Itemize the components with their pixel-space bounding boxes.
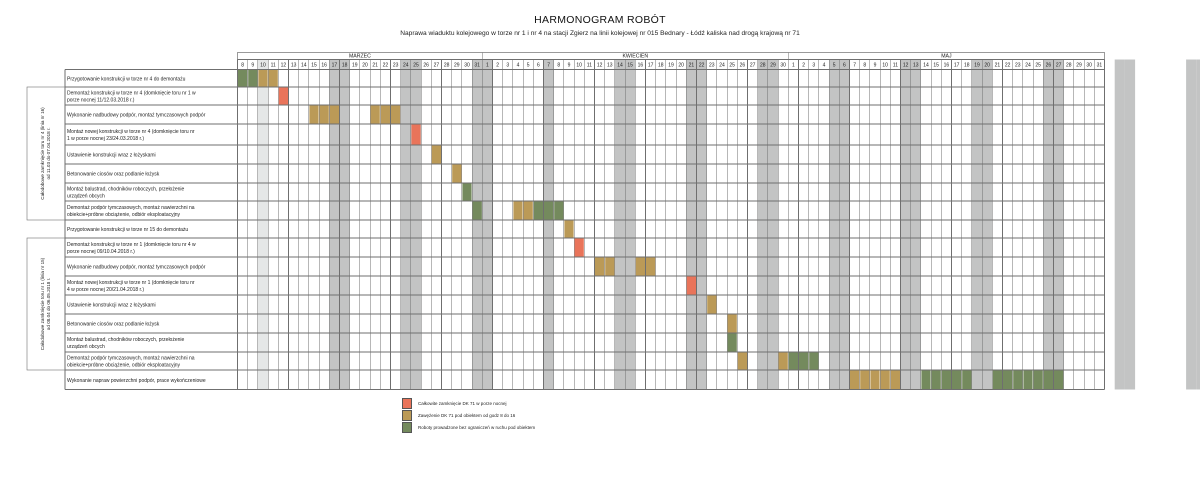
task-bar [942, 371, 951, 390]
task-bar [330, 106, 339, 124]
task-bar [462, 184, 471, 201]
day-number: 10 [576, 62, 582, 69]
legend-item-green [402, 422, 535, 433]
day-number: 7 [853, 62, 856, 69]
task-bar [309, 106, 318, 124]
task-label [67, 337, 185, 350]
group-label [40, 107, 51, 200]
day-number: 3 [506, 62, 510, 69]
day-number: 16 [943, 62, 950, 69]
task-label [67, 186, 185, 199]
day-number: 22 [1004, 62, 1011, 69]
task-bar [1013, 371, 1022, 390]
day-number: 15 [311, 62, 317, 69]
day-number: 8 [241, 62, 244, 69]
task-bar [595, 258, 604, 276]
day-number: 15 [627, 62, 633, 69]
day-number: 9 [251, 62, 255, 69]
weekend-column [615, 60, 625, 390]
day-number: 18 [964, 62, 970, 69]
task-label-line: Montaż balustrad, chodników roboczych, przełożenie [67, 186, 185, 193]
day-number: 2 [802, 62, 805, 69]
day-number: 3 [812, 62, 816, 69]
weekend-column [758, 60, 768, 390]
task-label-line: Przygotowanie konstrukcji w torze nr 4 do demontażu [67, 76, 186, 83]
legend-swatch-red [402, 398, 412, 409]
day-number: 28 [1066, 62, 1072, 69]
day-number: 29 [770, 62, 776, 69]
task-bar [1044, 371, 1053, 390]
task-bar [789, 353, 798, 370]
task-bar [738, 353, 747, 370]
task-bar [238, 70, 247, 87]
task-bar [646, 258, 655, 276]
task-label [67, 172, 160, 178]
task-bar [809, 353, 818, 370]
task-label [67, 242, 196, 255]
day-number: 5 [526, 62, 530, 69]
weekend-column [1115, 60, 1125, 390]
day-number: 24 [1025, 62, 1031, 69]
weekend-column [340, 60, 350, 390]
group-label-line: Całodobowe zamknięcie toru nr 1 (linia nr 15) [40, 257, 45, 351]
task-label-line: obiekcie+próbne obciążenie, odbiór eksploatacyjny [67, 212, 180, 219]
day-number: 1 [486, 62, 489, 69]
day-number: 8 [557, 62, 561, 69]
task-bar [881, 371, 890, 390]
legend-label-green: Roboty prowadzone bez ograniczeń w ruchu pod obiektem [418, 425, 536, 430]
task-label-line: obiekcie+próbne obciążenie, odbiór eksploatacyjny [67, 362, 180, 369]
task-bar [779, 353, 788, 370]
day-number: 23 [1015, 62, 1021, 69]
month-label: KWIECIEŃ [622, 53, 649, 60]
task-bar [513, 202, 522, 220]
task-label-line: Ustawienie konstrukcji wraz z łożyskami [67, 152, 156, 159]
task-label-line: Przygotowanie konstrukcji w torze nr 15 do demontażu [67, 227, 189, 233]
day-number: 21 [372, 62, 378, 69]
task-label [67, 322, 160, 328]
day-number: 23 [392, 62, 399, 69]
task-label [67, 280, 195, 293]
task-bar [707, 296, 716, 314]
task-bar [452, 165, 461, 183]
task-label-line: Montaż nowej konstrukcji w torze nr 4 (domknięcie toru nr [67, 128, 195, 135]
weekend-column [911, 60, 921, 390]
day-number: 8 [863, 62, 867, 69]
day-number: 9 [873, 62, 877, 69]
task-bar [605, 258, 614, 276]
day-number: 30 [464, 62, 470, 69]
task-label-line: Betonowanie ciosów oraz podlanie łożysk [67, 171, 160, 178]
task-label-line: urządzeń obcych [67, 344, 105, 351]
day-number: 10 [882, 62, 888, 69]
day-number: 4 [516, 62, 520, 69]
day-number: 17 [953, 62, 960, 69]
task-bar [860, 371, 869, 390]
task-bar [921, 371, 930, 390]
day-number: 1 [792, 62, 795, 69]
task-bar [258, 70, 267, 87]
day-number: 29 [1076, 62, 1082, 69]
day-number: 22 [698, 62, 705, 69]
weekend-column [982, 60, 992, 390]
task-label-line: Wykonanie nadbudowy podpór, montaż tymczasowych podpór [67, 112, 206, 119]
task-label-line: Betonowanie ciosów oraz podlanie łożysk [67, 321, 160, 328]
day-number: 19 [668, 62, 674, 69]
task-label [67, 265, 206, 271]
task-label [67, 378, 206, 384]
day-number: 30 [780, 62, 786, 69]
task-bar [799, 353, 808, 370]
task-bar [1034, 371, 1043, 390]
task-label-line: Ustawienie konstrukcji wraz z łożyskami [67, 302, 156, 309]
day-number: 28 [443, 62, 450, 69]
task-bar [411, 125, 420, 145]
task-bar [728, 315, 737, 333]
task-label [67, 90, 196, 103]
legend-item-red [402, 398, 507, 409]
legend-label-yellow: Zawężenie DK 71 pod obiektem od godz 8 do 16 [418, 413, 516, 418]
day-number: 31 [1096, 62, 1103, 69]
task-bar [870, 371, 879, 390]
day-number: 12 [902, 62, 909, 69]
day-number: 24 [719, 62, 725, 69]
task-bar [371, 106, 380, 124]
day-number: 19 [352, 62, 358, 69]
day-number: 27 [433, 62, 440, 69]
day-number: 17 [647, 62, 654, 69]
task-label-line: Demontaż podpór tymczasowych, montaż nawierzchni na [67, 355, 195, 362]
task-label [67, 153, 156, 159]
task-bar [1054, 371, 1063, 390]
day-number: 12 [280, 62, 287, 69]
day-number: 26 [423, 62, 429, 69]
weekend-column [972, 60, 982, 390]
day-number: 20 [362, 62, 368, 69]
group-label-line: od 11.03 do 07.04.2018 r. [46, 127, 51, 180]
day-number: 22 [382, 62, 389, 69]
task-bar [993, 371, 1002, 390]
day-number: 20 [984, 62, 990, 69]
day-number: 25 [413, 62, 419, 69]
weekend-column [544, 60, 554, 390]
day-number: 21 [688, 62, 695, 69]
day-number: 18 [341, 62, 348, 69]
task-bar [850, 371, 859, 390]
day-number: 14 [617, 62, 623, 69]
task-label [67, 129, 195, 142]
task-bar [554, 202, 563, 220]
task-bar [544, 202, 553, 220]
day-number: 24 [403, 62, 409, 69]
task-bar [575, 239, 584, 257]
weekend-column [1186, 60, 1196, 390]
task-bar [891, 371, 900, 390]
task-label-line: Montaż nowej konstrukcji w torze nr 1 (domknięcie toru nr [67, 279, 195, 286]
day-number: 13 [290, 62, 297, 69]
day-number: 30 [1086, 62, 1092, 69]
page-title: HARMONOGRAM ROBÓT [534, 14, 666, 26]
day-number: 13 [913, 62, 919, 69]
day-number: 14 [923, 62, 929, 69]
weekend-column [901, 60, 911, 390]
weekend-column [829, 60, 839, 390]
task-bar [524, 202, 533, 220]
task-bar [1023, 371, 1032, 390]
day-number: 26 [739, 62, 746, 69]
day-number: 28 [760, 62, 766, 69]
day-number: 6 [843, 62, 846, 69]
task-bar [391, 106, 400, 124]
day-number: 25 [1035, 62, 1041, 69]
weekend-column [1125, 60, 1135, 390]
legend-item-yellow [402, 410, 515, 421]
weekend-column [768, 60, 778, 390]
task-bar [534, 202, 543, 220]
day-number: 14 [301, 62, 307, 69]
day-number: 31 [474, 62, 480, 69]
task-bar [279, 88, 288, 105]
task-bar [952, 371, 961, 390]
task-label-line: porze nocnej 09/10.04.2018 r.) [67, 249, 135, 256]
day-number: 29 [454, 62, 460, 69]
task-label [67, 355, 195, 368]
task-label-line: 1 w porze nocnej 23/24.03.2018 r.) [67, 136, 144, 143]
day-number: 17 [331, 62, 338, 69]
task-bar [320, 106, 329, 124]
weekend-column [1054, 60, 1064, 390]
weekend-column [482, 60, 492, 390]
day-number: 21 [994, 62, 1001, 69]
task-label-line: Demontaż konstrukcji w torze nr 4 (domknięcie toru nr 1 w [67, 90, 196, 97]
task-label [67, 76, 186, 82]
group-label-line: Całodobowe zamknięcie toru nr 4 (linia nr 16) [40, 107, 45, 200]
task-bar [269, 70, 278, 87]
task-bar [473, 202, 482, 220]
day-number: 12 [596, 62, 603, 69]
day-number: 2 [496, 62, 499, 69]
task-label [67, 205, 195, 218]
day-number: 25 [729, 62, 735, 69]
day-number: 27 [1055, 62, 1062, 69]
day-number: 16 [321, 62, 327, 69]
weekend-column [697, 60, 707, 390]
legend-swatch-yellow [402, 410, 412, 421]
task-label-line: Montaż balustrad, chodników roboczych, przełożenie [67, 336, 185, 343]
task-bar [381, 106, 390, 124]
day-number: 16 [637, 62, 644, 69]
group-label [40, 257, 51, 350]
day-number: 23 [709, 62, 715, 69]
task-label-line: Demontaż podpór tymczasowych, montaż nawierzchni na [67, 204, 195, 211]
day-number: 4 [822, 62, 826, 69]
day-number: 18 [658, 62, 664, 69]
day-number: 7 [547, 62, 550, 69]
task-label [67, 113, 206, 119]
month-label: MAJ [941, 53, 952, 60]
day-number: 10 [260, 62, 266, 69]
day-number: 27 [749, 62, 756, 69]
day-number: 5 [832, 62, 836, 69]
task-bar [432, 146, 441, 164]
day-number: 11 [270, 62, 276, 69]
day-number: 26 [1045, 62, 1052, 69]
page-subtitle: Naprawa wiaduktu kolejowego w torze nr 1 i nr 4 na stacji Zgierz na linii kolejowej nr 015 Bednary - Łódź kaliska nad drogą krajową nr 71 [400, 30, 800, 37]
day-number: 13 [607, 62, 613, 69]
group-label-line: od 08.04 do 06.05.2018 r. [46, 277, 51, 331]
day-number: 11 [586, 62, 593, 69]
task-bar [728, 334, 737, 352]
day-number: 11 [892, 62, 899, 69]
task-label [67, 227, 188, 233]
task-label [67, 303, 156, 309]
light-column [258, 60, 268, 390]
day-number: 6 [537, 62, 540, 69]
legend-label-red: Całkowite zamknięcie DK 71 w porze nocnej [418, 401, 507, 406]
task-bar [636, 258, 645, 276]
legend-swatch-green [402, 422, 412, 433]
day-number: 15 [933, 62, 939, 69]
task-label-line: Wykonanie nadbudowy podpór, montaż tymczasowych podpór [67, 264, 206, 271]
task-bar [564, 221, 573, 238]
day-number: 19 [974, 62, 980, 69]
task-label-line: urządzeń obcych [67, 193, 105, 200]
day-number: 9 [567, 62, 571, 69]
weekend-column [411, 60, 421, 390]
weekend-column [1043, 60, 1053, 390]
weekend-column [1196, 60, 1200, 390]
weekend-column [472, 60, 482, 390]
weekend-column [686, 60, 696, 390]
task-label-line: Wykonanie napraw powierzchni podpór, prace wykończeniowe [67, 377, 206, 384]
weekend-column [401, 60, 411, 390]
month-label: MARZEC [348, 53, 371, 60]
task-label-line: porze nocnej 11/12.03.2018 r.) [67, 97, 135, 104]
weekend-column [625, 60, 635, 390]
task-label-line: 4 w porze nocnej 20/21.04.2018 r.) [67, 287, 144, 294]
day-number: 20 [678, 62, 684, 69]
weekend-column [839, 60, 849, 390]
task-bar [248, 70, 257, 87]
task-bar [687, 277, 696, 295]
task-bar [932, 371, 941, 390]
task-bar [962, 371, 971, 390]
task-bar [1003, 371, 1012, 390]
task-label-line: Demontaż konstrukcji w torze nr 1 (domknięcie toru nr 4 w [67, 241, 196, 248]
